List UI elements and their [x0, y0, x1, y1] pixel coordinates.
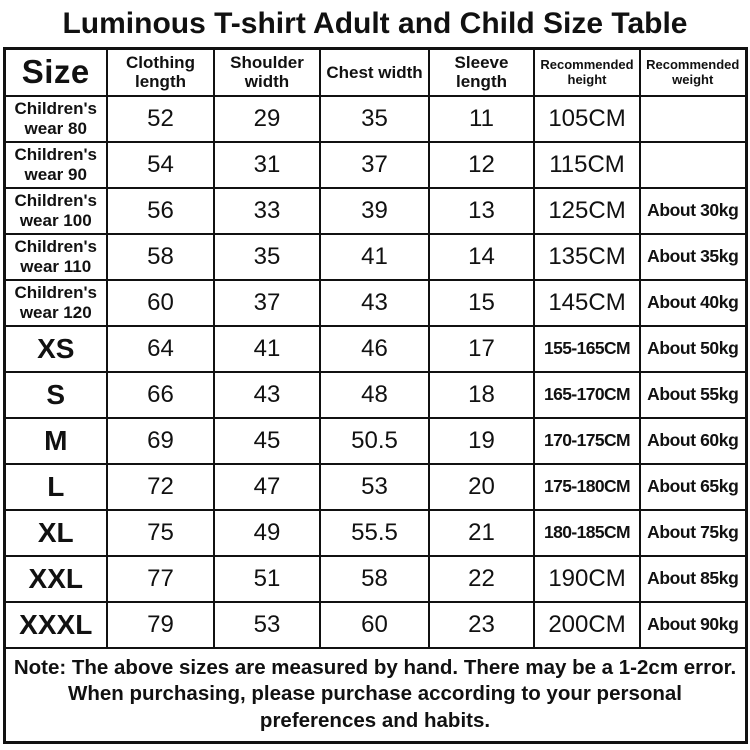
- size-cell: XS: [4, 326, 107, 372]
- sleeve-length-cell: 21: [429, 510, 534, 556]
- clothing-length-cell: 58: [107, 234, 214, 280]
- chest-width-cell: 60: [320, 602, 429, 648]
- recommended-weight-cell: About 30kg: [640, 188, 746, 234]
- recommended-height-cell: 155-165CM: [534, 326, 640, 372]
- column-header-recommended-height: Recommended height: [534, 49, 640, 96]
- recommended-height-cell: 190CM: [534, 556, 640, 602]
- shoulder-width-cell: 49: [214, 510, 320, 556]
- note-text: Note: The above sizes are measured by hand. There may be a 1-2cm error. When purchasing, please purchase according to your personal preferences and habits.: [4, 648, 746, 743]
- shoulder-width-cell: 29: [214, 96, 320, 142]
- table-row: [4, 96, 746, 142]
- shoulder-width-cell: 51: [214, 556, 320, 602]
- shoulder-width-cell: 41: [214, 326, 320, 372]
- table-body: [4, 96, 746, 648]
- sleeve-length-cell: 22: [429, 556, 534, 602]
- sleeve-length-cell: 15: [429, 280, 534, 326]
- clothing-length-cell: 66: [107, 372, 214, 418]
- table-row: [4, 280, 746, 326]
- shoulder-width-cell: 33: [214, 188, 320, 234]
- sleeve-length-cell: 14: [429, 234, 534, 280]
- chest-width-cell: 58: [320, 556, 429, 602]
- recommended-height-cell: 135CM: [534, 234, 640, 280]
- shoulder-width-cell: 37: [214, 280, 320, 326]
- size-cell: Children's wear 90: [4, 142, 107, 188]
- shoulder-width-cell: 31: [214, 142, 320, 188]
- size-cell: Children's wear 120: [4, 280, 107, 326]
- column-header-sleeve-length: Sleeve length: [429, 49, 534, 96]
- shoulder-width-cell: 43: [214, 372, 320, 418]
- table-row: [4, 326, 746, 372]
- table-row: [4, 234, 746, 280]
- size-cell: L: [4, 464, 107, 510]
- recommended-height-cell: 125CM: [534, 188, 640, 234]
- table-row: [4, 418, 746, 464]
- recommended-weight-cell: About 65kg: [640, 464, 746, 510]
- chest-width-cell: 48: [320, 372, 429, 418]
- column-header-size: Size: [4, 49, 107, 96]
- chest-width-cell: 41: [320, 234, 429, 280]
- sleeve-length-cell: 18: [429, 372, 534, 418]
- sleeve-length-cell: 23: [429, 602, 534, 648]
- shoulder-width-cell: 45: [214, 418, 320, 464]
- header-row: [4, 49, 746, 96]
- recommended-weight-cell: About 50kg: [640, 326, 746, 372]
- shoulder-width-cell: 35: [214, 234, 320, 280]
- column-header-recommended-weight: Recommended weight: [640, 49, 746, 96]
- size-cell: XL: [4, 510, 107, 556]
- table-row: [4, 142, 746, 188]
- page-title: Luminous T-shirt Adult and Child Size Table: [62, 7, 688, 40]
- chest-width-cell: 43: [320, 280, 429, 326]
- size-cell: XXL: [4, 556, 107, 602]
- clothing-length-cell: 75: [107, 510, 214, 556]
- clothing-length-cell: 79: [107, 602, 214, 648]
- size-cell: Children's wear 100: [4, 188, 107, 234]
- chest-width-cell: 46: [320, 326, 429, 372]
- table-header: [4, 49, 746, 96]
- recommended-height-cell: 115CM: [534, 142, 640, 188]
- chest-width-cell: 39: [320, 188, 429, 234]
- table-row: [4, 602, 746, 648]
- size-cell: M: [4, 418, 107, 464]
- size-table: [3, 47, 748, 744]
- chest-width-cell: 37: [320, 142, 429, 188]
- shoulder-width-cell: 53: [214, 602, 320, 648]
- recommended-weight-cell: About 55kg: [640, 372, 746, 418]
- sleeve-length-cell: 20: [429, 464, 534, 510]
- recommended-height-cell: 170-175CM: [534, 418, 640, 464]
- clothing-length-cell: 72: [107, 464, 214, 510]
- shoulder-width-cell: 47: [214, 464, 320, 510]
- column-header-chest-width: Chest width: [320, 49, 429, 96]
- clothing-length-cell: 56: [107, 188, 214, 234]
- recommended-weight-cell: About 90kg: [640, 602, 746, 648]
- recommended-weight-cell: [640, 142, 746, 188]
- size-cell: XXXL: [4, 602, 107, 648]
- size-cell: S: [4, 372, 107, 418]
- clothing-length-cell: 77: [107, 556, 214, 602]
- recommended-weight-cell: About 35kg: [640, 234, 746, 280]
- recommended-weight-cell: About 85kg: [640, 556, 746, 602]
- table-row: [4, 464, 746, 510]
- size-cell: Children's wear 80: [4, 96, 107, 142]
- recommended-height-cell: 105CM: [534, 96, 640, 142]
- sleeve-length-cell: 11: [429, 96, 534, 142]
- clothing-length-cell: 54: [107, 142, 214, 188]
- sleeve-length-cell: 19: [429, 418, 534, 464]
- table-row: [4, 188, 746, 234]
- recommended-height-cell: 165-170CM: [534, 372, 640, 418]
- column-header-shoulder-width: Shoulder width: [214, 49, 320, 96]
- recommended-weight-cell: [640, 96, 746, 142]
- sleeve-length-cell: 17: [429, 326, 534, 372]
- recommended-weight-cell: About 60kg: [640, 418, 746, 464]
- recommended-height-cell: 145CM: [534, 280, 640, 326]
- sleeve-length-cell: 13: [429, 188, 534, 234]
- table-row: [4, 510, 746, 556]
- chest-width-cell: 55.5: [320, 510, 429, 556]
- recommended-height-cell: 180-185CM: [534, 510, 640, 556]
- chest-width-cell: 53: [320, 464, 429, 510]
- column-header-clothing-length: Clothing length: [107, 49, 214, 96]
- recommended-height-cell: 200CM: [534, 602, 640, 648]
- recommended-height-cell: 175-180CM: [534, 464, 640, 510]
- recommended-weight-cell: About 75kg: [640, 510, 746, 556]
- chest-width-cell: 35: [320, 96, 429, 142]
- size-cell: Children's wear 110: [4, 234, 107, 280]
- table-footer: [4, 648, 746, 743]
- chest-width-cell: 50.5: [320, 418, 429, 464]
- recommended-weight-cell: About 40kg: [640, 280, 746, 326]
- sleeve-length-cell: 12: [429, 142, 534, 188]
- note-row: [4, 648, 746, 743]
- clothing-length-cell: 64: [107, 326, 214, 372]
- clothing-length-cell: 69: [107, 418, 214, 464]
- clothing-length-cell: 52: [107, 96, 214, 142]
- table-row: [4, 556, 746, 602]
- clothing-length-cell: 60: [107, 280, 214, 326]
- table-row: [4, 372, 746, 418]
